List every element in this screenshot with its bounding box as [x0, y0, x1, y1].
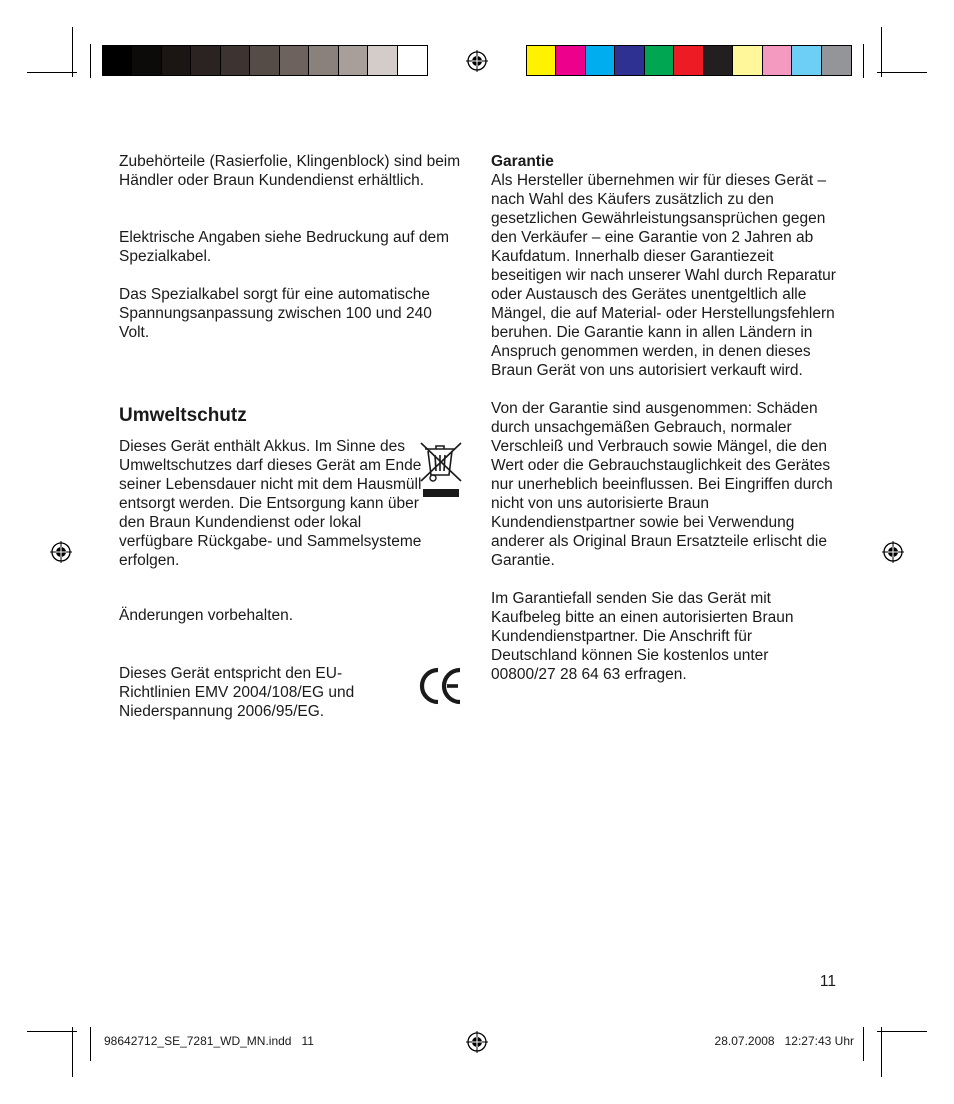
color-swatch — [763, 46, 792, 75]
crop-mark — [27, 72, 77, 73]
color-swatch — [339, 46, 368, 75]
registration-mark-icon — [466, 50, 488, 72]
voltage-text: Das Spezialkabel sorgt für eine automatische Spannungsanpassung zwischen 100 und 240 Volt. — [119, 286, 432, 341]
registration-mark-icon — [466, 1031, 488, 1053]
footer-timestamp: 28.07.2008 12:27:43 Uhr — [714, 1034, 854, 1048]
color-swatch — [103, 46, 132, 75]
color-swatch — [162, 46, 191, 75]
crop-mark — [27, 1031, 77, 1032]
color-swatch — [645, 46, 674, 75]
color-swatch — [132, 46, 161, 75]
crop-mark — [90, 44, 91, 78]
claim-text: Im Garantiefall senden Sie das Gerät mit Kaufbeleg bitte an einen autorisierten Braun Kundendienstpartner. Die Anschrift für Deutschland können Sie kostenlos unter 00800/27 28 64 63 erfragen. — [491, 590, 794, 683]
crop-mark — [881, 27, 882, 77]
changes-text: Änderungen vorbehalten. — [119, 607, 294, 624]
color-swatch — [280, 46, 309, 75]
crop-mark — [877, 72, 927, 73]
guarantee-heading: Garantie — [491, 153, 554, 170]
color-swatch — [586, 46, 615, 75]
color-swatch — [250, 46, 279, 75]
ce-mark-icon — [419, 666, 463, 706]
crop-mark — [881, 1027, 882, 1077]
crop-mark — [863, 44, 864, 78]
color-swatch — [309, 46, 338, 75]
electrical-text: Elektrische Angaben siehe Bedruckung auf dem Spezialkabel. — [119, 229, 450, 265]
process-color-bar — [526, 45, 852, 76]
page-number: 11 — [819, 973, 836, 990]
registration-mark-icon — [50, 541, 72, 563]
accessories-text: Zubehörteile (Rasierfolie, Klingenblock) sind beim Händler oder Braun Kundendienst erhältlich. — [119, 153, 461, 189]
crop-mark — [863, 1027, 864, 1061]
exclusions-text: Von der Garantie sind ausgenommen: Schäden durch unsachgemäßen Gebrauch, normaler Verschleiß und Verbrauch sowie Mängel, die den Wert oder die Gebrauchstauglichkeit des Gerätes nur unerheblich beeinflussen. Bei Eingriffen durch nicht von uns autorisierte Braun Kundendienstpartner sowie bei Verwendung anderer als Original Braun Ersatzteile erlischt die Garantie. — [491, 400, 833, 569]
environment-text: Dieses Gerät enthält Akkus. Im Sinne des Umweltschutzes darf dieses Gerät am Ende seiner Lebensdauer nicht mit dem Hausmüll entsorgt werden. Die Entsorgung kann über den Braun Kundendienst oder lokal verfügbare Rückgabe- und Sammelsysteme erfolgen. — [119, 438, 422, 569]
crop-mark — [72, 27, 73, 77]
registration-mark-icon — [882, 541, 904, 563]
color-swatch — [556, 46, 585, 75]
footer-file-name: 98642712_SE_7281_WD_MN.indd 11 — [104, 1034, 314, 1048]
color-swatch — [674, 46, 703, 75]
grayscale-color-bar — [102, 45, 428, 76]
color-swatch — [822, 46, 851, 75]
environment-heading: Umweltschutz — [119, 405, 247, 426]
color-swatch — [704, 46, 733, 75]
color-swatch — [527, 46, 556, 75]
guarantee-text: Als Hersteller übernehmen wir für dieses Gerät – nach Wahl des Käufers zusätzlich zu den gesetzlichen Gewährleistungsansprüchen gegen den Verkäufer – eine Garantie von 2 Jahren ab Kaufdatum. Innerhalb dieser Garantiezeit beseitigen wir nach unserer Wahl durch Reparatur oder Austausch des Gerätes unentgeltlich alle Mängel, die auf Material- oder Herstellungsfehlern beruhen. Die Garantie kann in allen Ländern in Anspruch genommen werden, in denen dieses Braun Gerät von uns autorisiert verkauft wird. — [491, 172, 836, 379]
color-swatch — [733, 46, 762, 75]
crop-mark — [90, 1027, 91, 1061]
color-swatch — [398, 46, 427, 75]
color-swatch — [615, 46, 644, 75]
ce-compliance-text: Dieses Gerät entspricht den EU-Richtlinien EMV 2004/108/EG und Niederspannung 2006/95/EG. — [119, 665, 355, 720]
crop-mark — [72, 1027, 73, 1077]
left-column — [119, 152, 461, 342]
color-swatch — [792, 46, 821, 75]
color-swatch — [221, 46, 250, 75]
color-swatch — [191, 46, 220, 75]
color-swatch — [368, 46, 397, 75]
crossed-out-bin-icon — [419, 437, 463, 499]
crop-mark — [877, 1031, 927, 1032]
right-column — [491, 152, 837, 684]
